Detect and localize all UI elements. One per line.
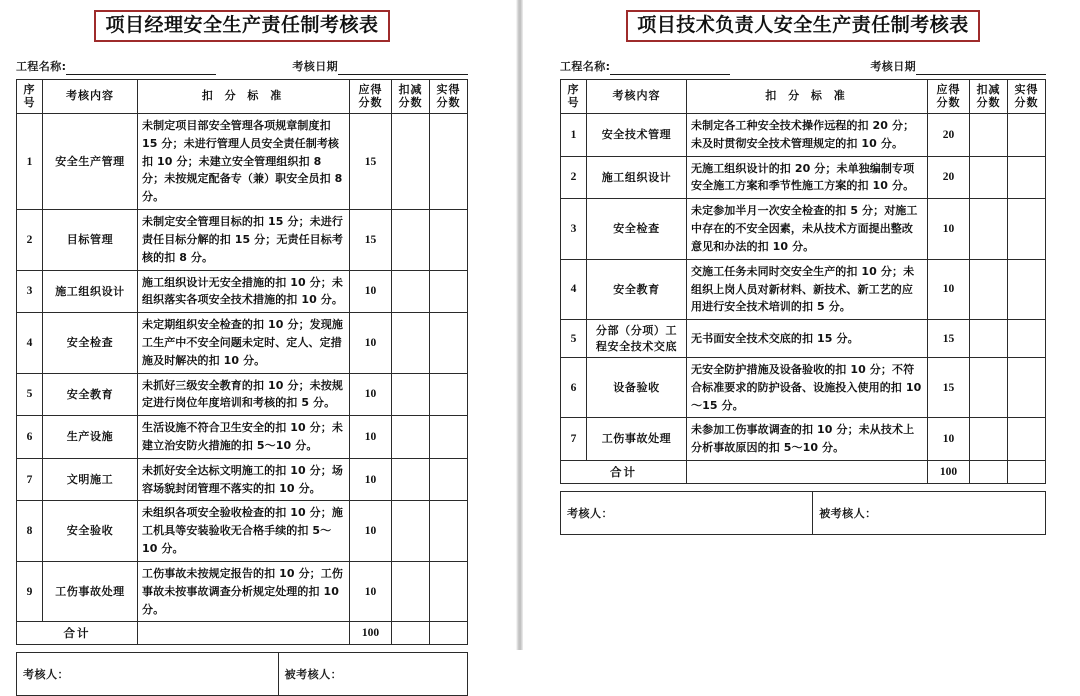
cell-index: 4 — [17, 313, 43, 373]
assess-date-blank-left[interactable] — [338, 61, 468, 75]
cell-criteria: 无安全防护措施及设备验收的扣 10 分；不符合标准要求的防护设备、设施投入使用的扣 10～15 分。 — [687, 357, 928, 417]
cell-criteria: 未组织各项安全验收检查的扣 10 分；施工机具等安装验收无合格手续的扣 5～10 分。 — [138, 501, 350, 561]
cell-content: 安全生产管理 — [43, 114, 138, 210]
assess-date-blank-right[interactable] — [916, 61, 1046, 75]
cell-deserved: 10 — [350, 561, 392, 621]
cell-content: 安全教育 — [43, 373, 138, 416]
meta-row-right — [560, 58, 1046, 75]
cell-content: 安全技术管理 — [587, 114, 687, 157]
cell-criteria: 未抓好安全达标文明施工的扣 10 分；场容场貌封闭管理不落实的扣 10 分。 — [138, 458, 350, 501]
assessed-field-right[interactable]: 被考核人： — [813, 491, 1046, 534]
cell-index: 8 — [17, 501, 43, 561]
header-content-left: 考核内容 — [43, 79, 138, 114]
table-header-row-right — [561, 79, 1046, 114]
cell-actual[interactable] — [430, 373, 468, 416]
cell-actual[interactable] — [1008, 199, 1046, 259]
signature-table-right — [560, 491, 1046, 535]
header-criteria-right: 扣 分 标 准 — [687, 79, 928, 114]
cell-deducted[interactable] — [970, 114, 1008, 157]
page-divider — [512, 0, 526, 650]
cell-actual[interactable] — [430, 270, 468, 313]
signature-row-left — [17, 653, 468, 696]
table-row — [17, 373, 468, 416]
cell-deducted[interactable] — [970, 357, 1008, 417]
total-deducted[interactable] — [392, 622, 430, 645]
cell-deserved: 20 — [928, 156, 970, 199]
cell-actual[interactable] — [1008, 418, 1046, 461]
assessment-table-right — [560, 79, 1046, 484]
cell-content: 工伤事故处理 — [587, 418, 687, 461]
cell-index: 9 — [17, 561, 43, 621]
table-row — [561, 259, 1046, 319]
page-title-right: 项目技术负责人安全生产责任制考核表 — [626, 10, 980, 42]
cell-deducted[interactable] — [970, 199, 1008, 259]
cell-actual[interactable] — [430, 313, 468, 373]
header-deserved-left: 应得分数 — [350, 79, 392, 114]
total-deducted[interactable] — [970, 460, 1008, 483]
header-actual-left: 实得分数 — [430, 79, 468, 114]
cell-deducted[interactable] — [392, 210, 430, 270]
table-row — [17, 501, 468, 561]
cell-criteria: 交施工任务未同时交安全生产的扣 10 分；未组织上岗人员对新材料、新技术、新工艺的应用进行安全技术培训的扣 5 分。 — [687, 259, 928, 319]
cell-deserved: 10 — [350, 313, 392, 373]
table-row — [17, 458, 468, 501]
cell-deserved: 15 — [928, 320, 970, 358]
cell-content: 文明施工 — [43, 458, 138, 501]
table-row — [17, 561, 468, 621]
cell-actual[interactable] — [430, 416, 468, 459]
header-deducted-left: 扣减分数 — [392, 79, 430, 114]
cell-deserved: 15 — [350, 114, 392, 210]
header-deserved-right: 应得分数 — [928, 79, 970, 114]
cell-actual[interactable] — [430, 458, 468, 501]
signature-table-left — [16, 652, 468, 696]
cell-index: 5 — [561, 320, 587, 358]
cell-index: 2 — [17, 210, 43, 270]
cell-content: 分部（分项）工程安全技术交底 — [587, 320, 687, 358]
cell-actual[interactable] — [1008, 320, 1046, 358]
cell-actual[interactable] — [1008, 156, 1046, 199]
cell-deducted[interactable] — [392, 373, 430, 416]
project-name-blank-right[interactable] — [610, 61, 730, 75]
title-banner-right — [560, 0, 1046, 42]
cell-criteria: 未抓好三级安全教育的扣 10 分；未按规定进行岗位年度培训和考核的扣 5 分。 — [138, 373, 350, 416]
table-row — [561, 199, 1046, 259]
assess-date-label-right: 考核日期 — [870, 59, 916, 73]
project-name-label-right: 工程名称: — [560, 59, 611, 73]
cell-actual[interactable] — [430, 114, 468, 210]
cell-index: 2 — [561, 156, 587, 199]
total-actual[interactable] — [430, 622, 468, 645]
cell-actual[interactable] — [1008, 114, 1046, 157]
table-total-row — [561, 460, 1046, 483]
assessment-table-left — [16, 79, 468, 646]
cell-deserved: 10 — [350, 416, 392, 459]
cell-deserved: 10 — [350, 270, 392, 313]
cell-deserved: 10 — [350, 373, 392, 416]
cell-actual[interactable] — [1008, 259, 1046, 319]
cell-deserved: 20 — [928, 114, 970, 157]
cell-index: 1 — [17, 114, 43, 210]
cell-criteria: 未定参加半月一次安全检查的扣 5 分；对施工中存在的不安全因素，未从技术方面提出整改意见和办法的扣 10 分。 — [687, 199, 928, 259]
cell-index: 6 — [561, 357, 587, 417]
table-header-row-left — [17, 79, 468, 114]
cell-deserved: 10 — [350, 458, 392, 501]
assessed-field-left[interactable]: 被考核人： — [278, 653, 467, 696]
table-row — [17, 313, 468, 373]
header-index-left: 序号 — [17, 79, 43, 114]
cell-content: 安全教育 — [587, 259, 687, 319]
cell-actual[interactable] — [430, 210, 468, 270]
cell-actual[interactable] — [1008, 357, 1046, 417]
table-row — [17, 210, 468, 270]
cell-deducted[interactable] — [392, 313, 430, 373]
cell-criteria: 未制定各工种安全技术操作远程的扣 20 分；未及时贯彻安全技术管理规定的扣 10 分。 — [687, 114, 928, 157]
cell-index: 7 — [17, 458, 43, 501]
document-page-left — [0, 0, 512, 682]
cell-index: 6 — [17, 416, 43, 459]
cell-criteria: 施工组织设计无安全措施的扣 10 分；未组织落实各项安全技术措施的扣 10 分。 — [138, 270, 350, 313]
cell-deducted[interactable] — [392, 458, 430, 501]
cell-content: 工伤事故处理 — [43, 561, 138, 621]
page-title-left: 项目经理安全生产责任制考核表 — [94, 10, 389, 42]
cell-index: 5 — [17, 373, 43, 416]
cell-content: 施工组织设计 — [587, 156, 687, 199]
cell-criteria: 未参加工伤事故调查的扣 10 分；未从技术上分析事故原因的扣 5～10 分。 — [687, 418, 928, 461]
cell-content: 设备验收 — [587, 357, 687, 417]
cell-deducted[interactable] — [392, 114, 430, 210]
title-banner-left — [16, 0, 468, 42]
table-body-left — [17, 114, 468, 645]
cell-criteria: 无施工组织设计的扣 20 分；未单独编制专项安全施工方案和季节性施工方案的扣 10 分。 — [687, 156, 928, 199]
cell-deducted[interactable] — [970, 156, 1008, 199]
cell-content: 安全验收 — [43, 501, 138, 561]
total-criteria — [687, 460, 928, 483]
cell-index: 3 — [561, 199, 587, 259]
header-criteria-left: 扣 分 标 准 — [138, 79, 350, 114]
cell-deducted[interactable] — [392, 270, 430, 313]
cell-index: 4 — [561, 259, 587, 319]
header-index-right: 序号 — [561, 79, 587, 114]
cell-index: 7 — [561, 418, 587, 461]
cell-deserved: 10 — [928, 199, 970, 259]
cell-deducted[interactable] — [970, 418, 1008, 461]
cell-criteria: 未制定安全管理目标的扣 15 分；未进行责任目标分解的扣 15 分；无责任目标考核的扣 8 分。 — [138, 210, 350, 270]
table-total-row — [17, 622, 468, 645]
cell-index: 1 — [561, 114, 587, 157]
header-actual-right: 实得分数 — [1008, 79, 1046, 114]
table-row — [561, 156, 1046, 199]
document-page-right — [526, 0, 1080, 650]
cell-criteria: 工伤事故未按规定报告的扣 10 分；工伤事故未按事故调查分析规定处理的扣 10 分。 — [138, 561, 350, 621]
total-label: 合计 — [17, 622, 138, 645]
cell-deserved: 10 — [928, 259, 970, 319]
header-deducted-right: 扣减分数 — [970, 79, 1008, 114]
table-row — [17, 416, 468, 459]
cell-deducted[interactable] — [392, 501, 430, 561]
cell-content: 施工组织设计 — [43, 270, 138, 313]
table-body-right — [561, 114, 1046, 484]
total-criteria — [138, 622, 350, 645]
cell-index: 3 — [17, 270, 43, 313]
cell-deserved: 10 — [928, 418, 970, 461]
cell-deducted[interactable] — [970, 259, 1008, 319]
cell-deserved: 15 — [350, 210, 392, 270]
cell-deducted[interactable] — [970, 320, 1008, 358]
project-name-label-left: 工程名称: — [16, 59, 67, 73]
cell-content: 目标管理 — [43, 210, 138, 270]
table-row — [561, 114, 1046, 157]
cell-criteria: 无书面安全技术交底的扣 15 分。 — [687, 320, 928, 358]
total-deserved: 100 — [350, 622, 392, 645]
cell-content: 安全检查 — [43, 313, 138, 373]
signature-row-right — [561, 491, 1046, 534]
project-name-blank-left[interactable] — [66, 61, 216, 75]
cell-deducted[interactable] — [392, 416, 430, 459]
meta-row-left — [16, 58, 468, 75]
cell-deserved: 10 — [350, 501, 392, 561]
table-row — [561, 418, 1046, 461]
cell-criteria: 生活设施不符合卫生安全的扣 10 分；未建立治安防火措施的扣 5～10 分。 — [138, 416, 350, 459]
total-label: 合计 — [561, 460, 687, 483]
cell-deserved: 15 — [928, 357, 970, 417]
assess-date-label-left: 考核日期 — [292, 59, 338, 73]
assessor-field-right[interactable]: 考核人： — [561, 491, 813, 534]
total-deserved: 100 — [928, 460, 970, 483]
header-content-right: 考核内容 — [587, 79, 687, 114]
cell-content: 生产设施 — [43, 416, 138, 459]
table-row — [17, 114, 468, 210]
cell-deducted[interactable] — [392, 561, 430, 621]
cell-actual[interactable] — [430, 561, 468, 621]
table-row — [17, 270, 468, 313]
cell-criteria: 未定期组织安全检查的扣 10 分；发现施工生产中不安全问题未定时、定人、定措施及时解决的扣 10 分。 — [138, 313, 350, 373]
cell-actual[interactable] — [430, 501, 468, 561]
cell-criteria: 未制定项目部安全管理各项规章制度扣 15 分；未进行管理人员安全责任制考核扣 10 分；未建立安全管理组织扣 8 分；未按规定配备专（兼）职安全员扣 8 分。 — [138, 114, 350, 210]
table-row — [561, 320, 1046, 358]
table-row — [561, 357, 1046, 417]
assessor-field-left[interactable]: 考核人： — [17, 653, 279, 696]
total-actual[interactable] — [1008, 460, 1046, 483]
cell-content: 安全检查 — [587, 199, 687, 259]
